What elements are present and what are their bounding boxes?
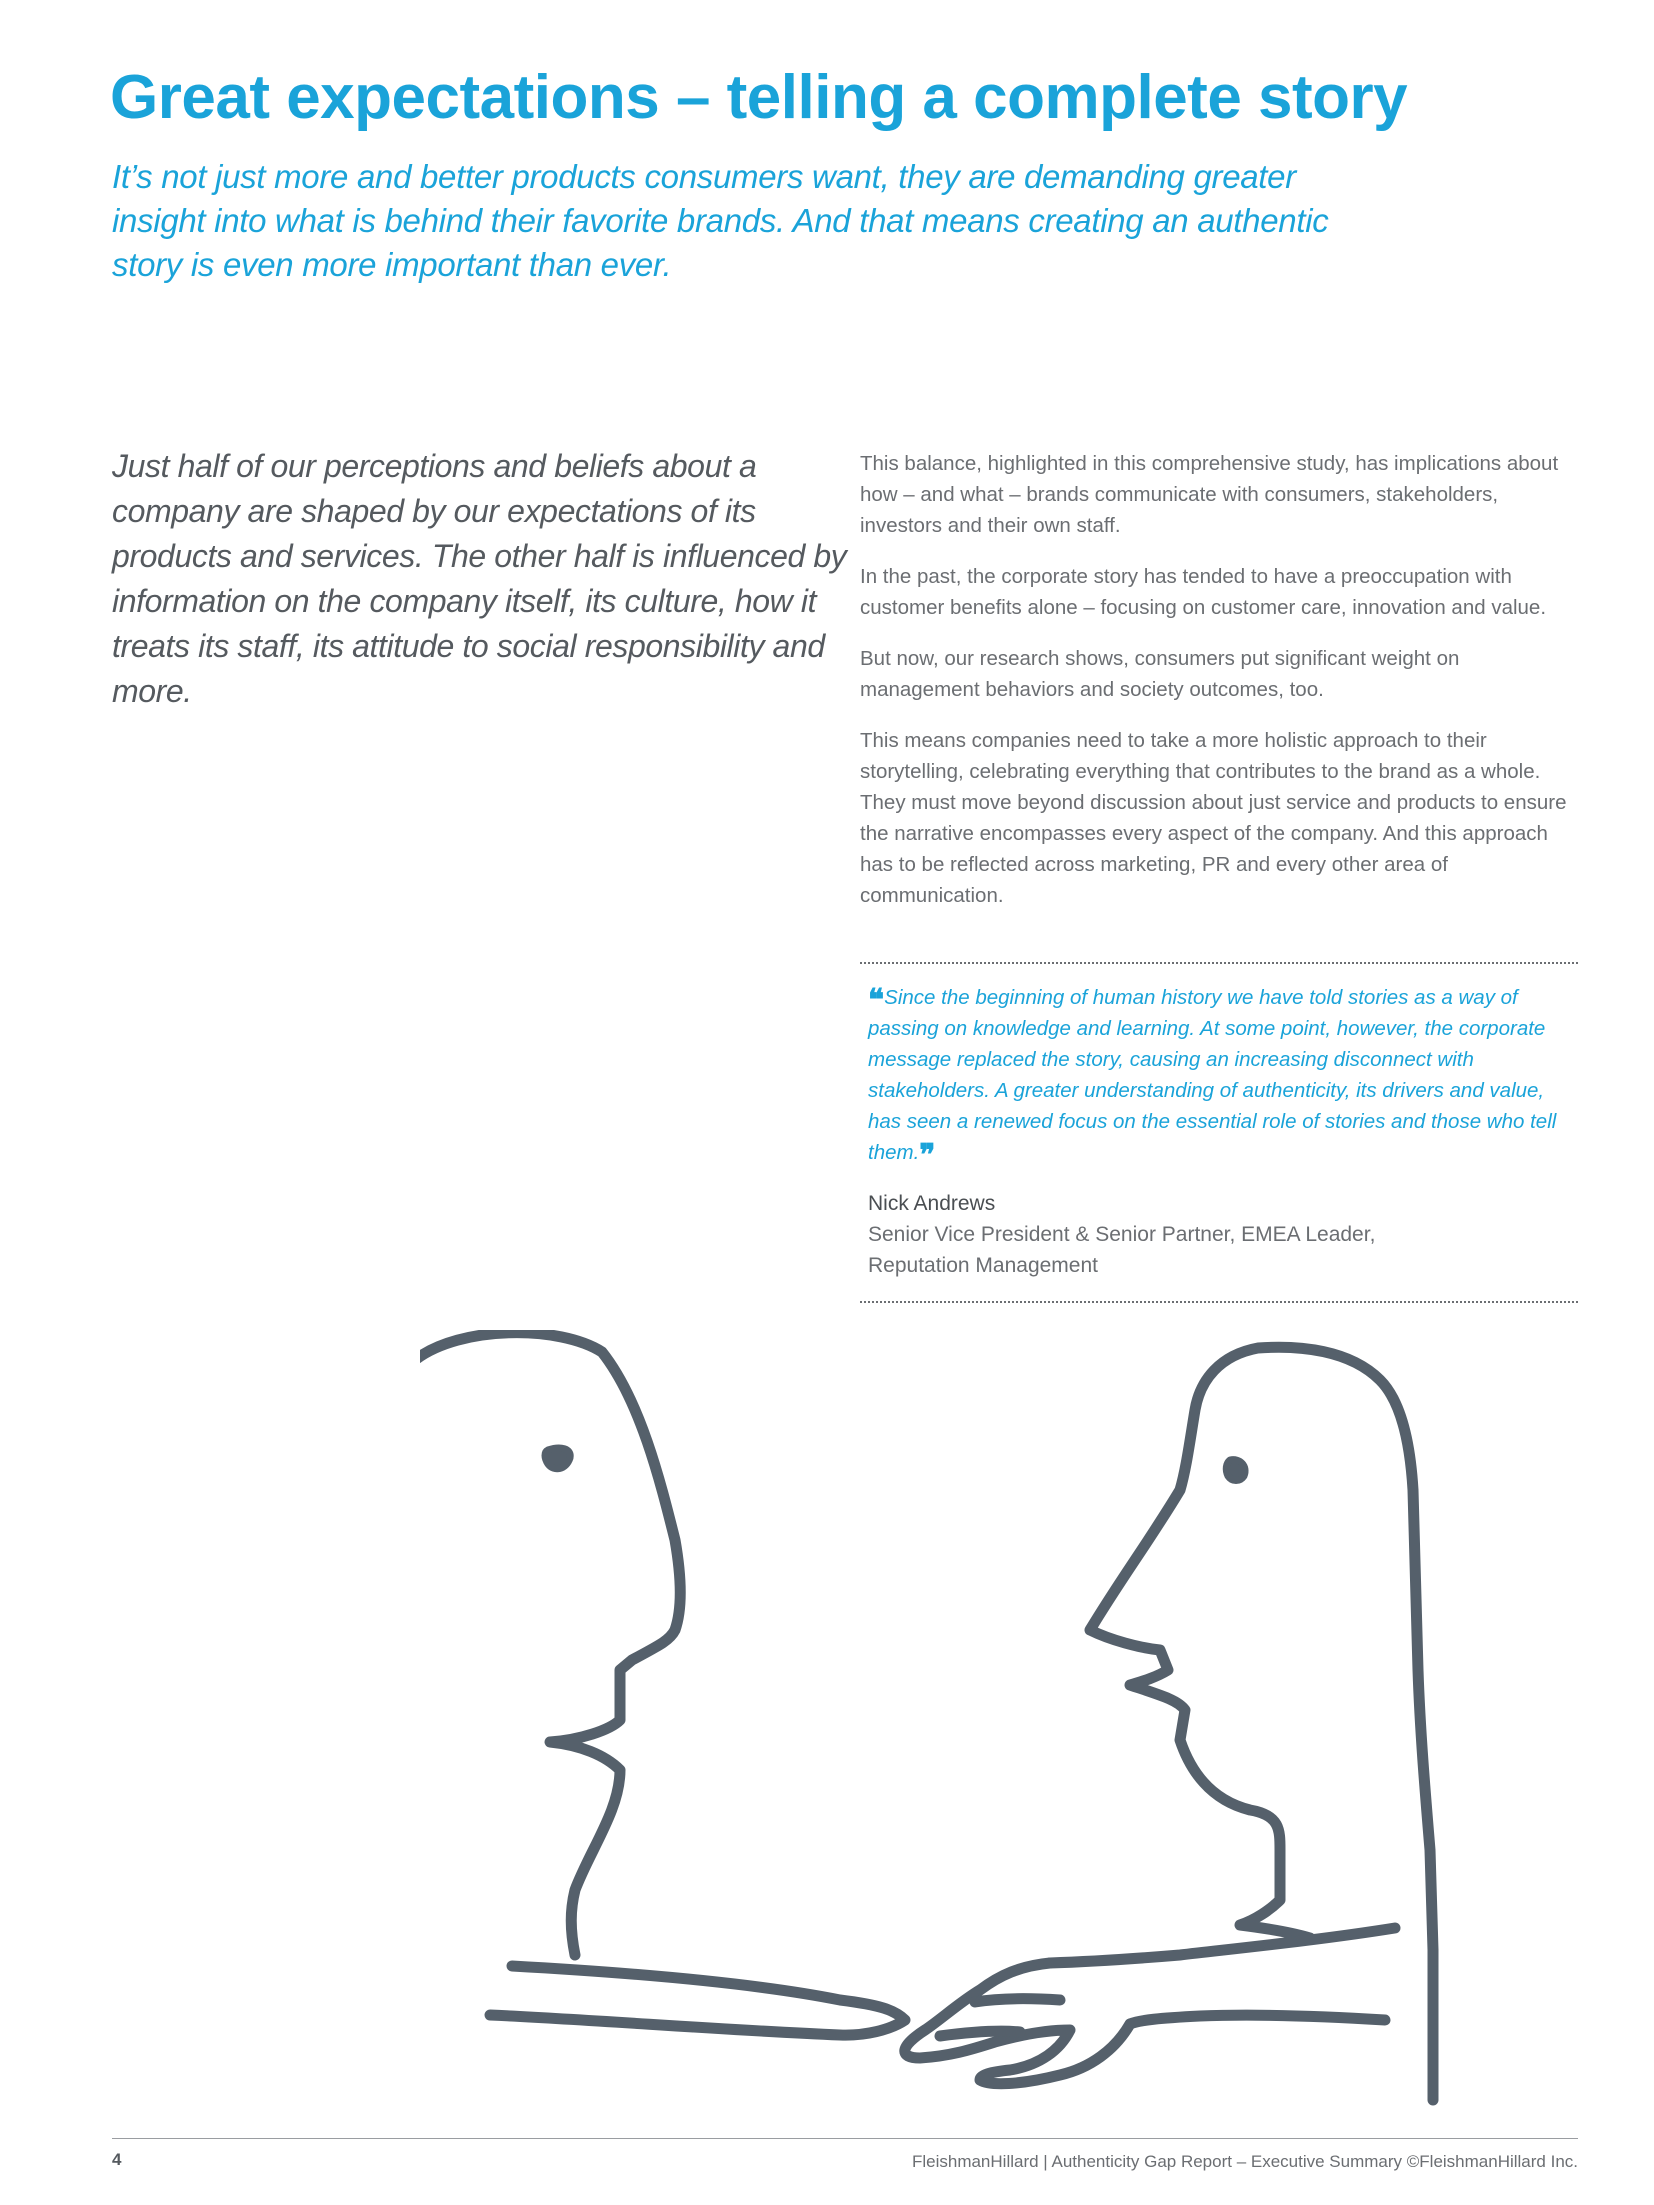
right-person-arm-lower	[1130, 2015, 1385, 2024]
handshake-clasp	[905, 1963, 1130, 2084]
close-quote-icon: ❞	[919, 1138, 936, 1173]
right-person-arm	[1050, 1928, 1395, 1963]
open-quote-icon: ❝	[868, 983, 885, 1018]
page-subtitle: It’s not just more and better products consumers want, they are demanding greater insight into what is behind their favorite brands. And that means creating an authentic story is even more important than ever.	[112, 158, 1329, 283]
page-title: Great expectations – telling a complete story	[110, 63, 1408, 132]
body-column	[860, 448, 1580, 931]
handshake-illustration	[420, 1330, 1460, 2110]
body-paragraph-3: But now, our research shows, consumers put significant weight on management behaviors and society outcomes, too.	[860, 647, 1460, 701]
quote-author-role: Senior Vice President & Senior Partner, EMEA Leader, Reputation Management	[868, 1223, 1376, 1277]
body-paragraph-4: This means companies need to take a more holistic approach to their storytelling, celebrating everything that contributes to the brand as a whole. They must move beyond discussion about just service and products to ensure the narrative encompasses every aspect of the company. And this approach has to be reflected across marketing, PR and every other area of communication.	[860, 729, 1567, 907]
pull-quote	[860, 962, 1578, 1303]
lede-paragraph: Just half of our perceptions and beliefs about a company are shaped by our expectations of its products and services. The other half is influenced by information on the company itself, its culture, how it treats its staff, its attitude to social responsibility and more.	[112, 448, 847, 709]
right-person-outline	[1090, 1347, 1433, 2100]
right-person-eye	[1226, 1460, 1245, 1481]
quote-text: Since the beginning of human history we have told stories as a way of passing on knowledge and learning. At some point, however, the corporate message replaced the story, causing an increasing disconnect with stakeholders. A greater understanding of authenticity, its drivers and value, has seen a renewed focus on the essential role of stories and those who tell them.	[868, 986, 1557, 1164]
left-person-arm	[490, 1966, 905, 2035]
left-person-eye	[545, 1448, 570, 1469]
footer-divider	[112, 2138, 1578, 2139]
body-paragraph-1: This balance, highlighted in this comprehensive study, has implications about how – and what – brands communicate with consumers, stakeholders, investors and their own staff.	[860, 452, 1559, 537]
body-paragraph-2: In the past, the corporate story has tended to have a preoccupation with customer benefits alone – focusing on customer care, innovation and value.	[860, 565, 1547, 619]
page-number: 4	[112, 2150, 122, 2169]
quote-author-name: Nick Andrews	[868, 1192, 996, 1215]
footer-credit: FleishmanHillard | Authenticity Gap Report – Executive Summary ©FleishmanHillard Inc.	[911, 2152, 1578, 2171]
quote-text-block	[868, 982, 1558, 1173]
